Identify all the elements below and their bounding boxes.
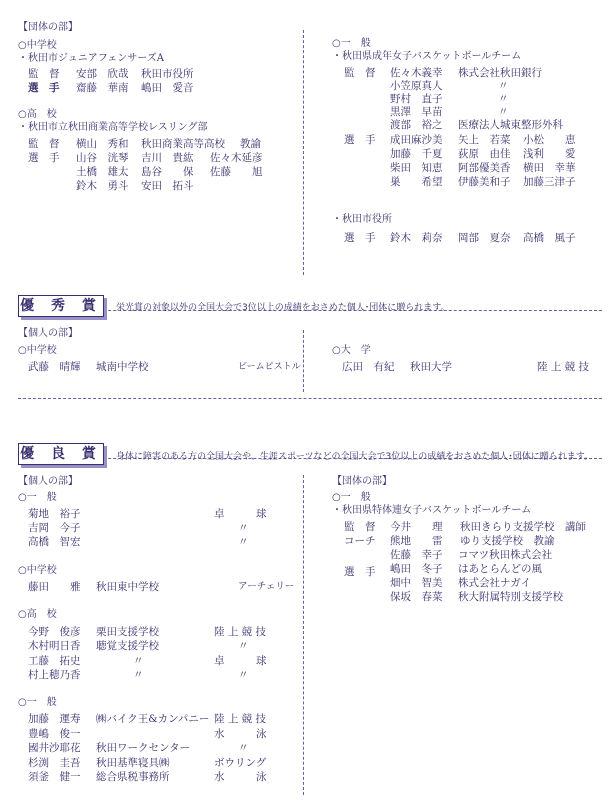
good-group-header: 【団体の部】 bbox=[332, 476, 392, 487]
name: 佐藤 旭 bbox=[210, 166, 263, 178]
list-item: 黒澤 早苗 〃 bbox=[390, 106, 509, 118]
name: 吉川 貴紘 bbox=[141, 152, 194, 164]
good-individual-header: 【個人の部】 bbox=[18, 476, 78, 487]
name: 安部 欣哉 bbox=[76, 68, 129, 80]
top-jhs-title: ○中学校 bbox=[18, 40, 57, 51]
top-team2: ・秋田市役所 bbox=[332, 214, 392, 225]
excellence-univ-title: ○大 学 bbox=[332, 345, 371, 356]
table-row: 村上穂乃香 〃 〃 bbox=[28, 669, 249, 681]
list-item: 小笠原真人 〃 bbox=[390, 80, 509, 92]
table-row: 佐藤 幸子 コマツ秋田株式会社 bbox=[390, 549, 553, 561]
table-row: 成田麻沙美 矢上 若菜 小松 恵 bbox=[390, 134, 576, 146]
table-row: 加藤 千夏 荻原 由佳 浅利 愛 bbox=[390, 148, 576, 160]
good-jhs-title: ○中学校 bbox=[18, 565, 57, 576]
good-hs-title: ○高 校 bbox=[18, 609, 57, 620]
table-row: 武藤 晴輝 城南中学校 ビームピストル bbox=[28, 361, 301, 373]
table-row: 吉岡 今子 〃 bbox=[28, 522, 249, 534]
good-award-label: 優 良 賞 bbox=[18, 443, 104, 465]
role: 監 督 bbox=[28, 68, 60, 80]
excellence-header: 【個人の部】 bbox=[18, 328, 78, 339]
excellence-award-label: 優 秀 賞 bbox=[18, 295, 104, 317]
top-column-divider bbox=[303, 30, 304, 275]
good-note: 身体に障害のある方の全国大会や、生涯スポーツなどの全国大会で3位以上の成績をおさめた個人･団体に贈られます。 bbox=[116, 452, 593, 462]
good-grp-team: ・秋田県特体連女子バスケットボールチーム bbox=[332, 505, 532, 516]
name: 鈴木 勇斗 bbox=[76, 180, 129, 192]
org: 秋田商業高等高校 bbox=[141, 138, 225, 150]
name: 横山 秀和 bbox=[76, 138, 129, 150]
name: 島谷 保 bbox=[141, 166, 194, 178]
name: 山谷 洸琴 bbox=[76, 152, 129, 164]
role: 選 手 bbox=[28, 152, 60, 164]
good-gen2-title: ○一 般 bbox=[18, 697, 57, 708]
table-row: 須釜 健一 総合県税事務所 水 泳 bbox=[28, 771, 267, 783]
top-jhs-team: ・秋田市ジュニアフェンサーズA bbox=[18, 53, 165, 64]
role: 選 手 bbox=[28, 82, 60, 94]
table-row: 豊嶋 俊一 水 泳 bbox=[28, 728, 267, 740]
table-row: 高橋 智宏 〃 bbox=[28, 536, 249, 548]
top-hs-title: ○高 校 bbox=[18, 109, 57, 120]
table-row: 藤田 雅 秋田東中学校 アーチェリー bbox=[28, 581, 295, 593]
table-row: 保坂 春菜 秋大附属特別支援学校 bbox=[390, 591, 563, 603]
name: 安田 拓斗 bbox=[141, 180, 194, 192]
table-row: 工藤 拓史 〃 卓 球 bbox=[28, 655, 267, 667]
name: 嶋田 愛音 bbox=[141, 82, 194, 94]
excellence-divider bbox=[303, 330, 304, 392]
top-general-player-role: 選 手 bbox=[344, 134, 376, 146]
excellence-bottom-rule bbox=[18, 398, 602, 399]
excellence-note: 栄光賞の対象以外の全国大会で3位以上の成績をおさめた個人･団体に贈られます。 bbox=[116, 303, 450, 313]
table-row: 加藤 運寿 ㈱バイク王&カンパニー 陸 上 競 技 bbox=[28, 713, 267, 725]
role: 監 督 bbox=[28, 138, 60, 150]
title: 教諭 bbox=[240, 138, 261, 150]
top-hs-team: ・秋田市立秋田商業高等学校レスリング部 bbox=[18, 122, 208, 133]
top-general-coach-role: 監 督 bbox=[344, 67, 376, 79]
top-general-team: ・秋田県成年女子バスケットボールチーム bbox=[332, 51, 522, 62]
table-row: 嶋田 冬子 はあとらんどの風 bbox=[390, 563, 542, 575]
list-item: 佐々木義幸 株式会社秋田銀行 bbox=[390, 67, 542, 79]
excellence-jhs-title: ○中学校 bbox=[18, 345, 57, 356]
table-row: 巣 希望 伊藤美和子 加藤三津子 bbox=[390, 176, 576, 188]
good-grp-player-role: 選 手 bbox=[344, 566, 376, 578]
good-grp-title: ○一 般 bbox=[332, 492, 371, 503]
name: 土橋 雄太 bbox=[76, 166, 129, 178]
table-row: 菊地 裕子 卓 球 bbox=[28, 508, 267, 520]
table-row: 今野 俊彦 栗田支援学校 陸 上 競 技 bbox=[28, 626, 267, 638]
table-row: コーチ 熊地 雷 ゆり支援学校 教諭 bbox=[344, 535, 555, 547]
table-row: 國井沙耶花 秋田ワークセンター 〃 bbox=[28, 742, 249, 754]
table-row: 広田 有紀 秋田大学 陸 上 競 技 bbox=[342, 361, 590, 373]
good-gen1-title: ○一 般 bbox=[18, 492, 57, 503]
name: 齋藤 華南 bbox=[76, 82, 129, 94]
top-general-title: ○一 般 bbox=[332, 38, 371, 49]
top-group-header: 【団体の部】 bbox=[18, 22, 78, 33]
table-row: 柴田 知恵 阿部優美香 横田 幸華 bbox=[390, 162, 576, 174]
org: 秋田市役所 bbox=[141, 68, 194, 80]
good-divider bbox=[303, 475, 304, 795]
name: 佐々木延彦 bbox=[210, 152, 263, 164]
table-row: 監 督 今井 理 秋田きらり支援学校 講師 bbox=[344, 521, 586, 533]
table-row: 畑中 智美 株式会社ナガイ bbox=[390, 577, 531, 589]
table-row: 鈴木 莉奈 岡部 夏奈 高橋 風子 bbox=[390, 232, 576, 244]
table-row: 木村明日香 聴覚支援学校 〃 bbox=[28, 640, 249, 652]
list-item: 渡部 裕之 医療法人城東整形外科 bbox=[390, 119, 563, 131]
list-item: 野村 直子 〃 bbox=[390, 93, 509, 105]
table-row: 杉渕 圭吾 秋田基準寝具㈱ ボウリング bbox=[28, 757, 267, 769]
top-team2-role: 選 手 bbox=[344, 232, 376, 244]
